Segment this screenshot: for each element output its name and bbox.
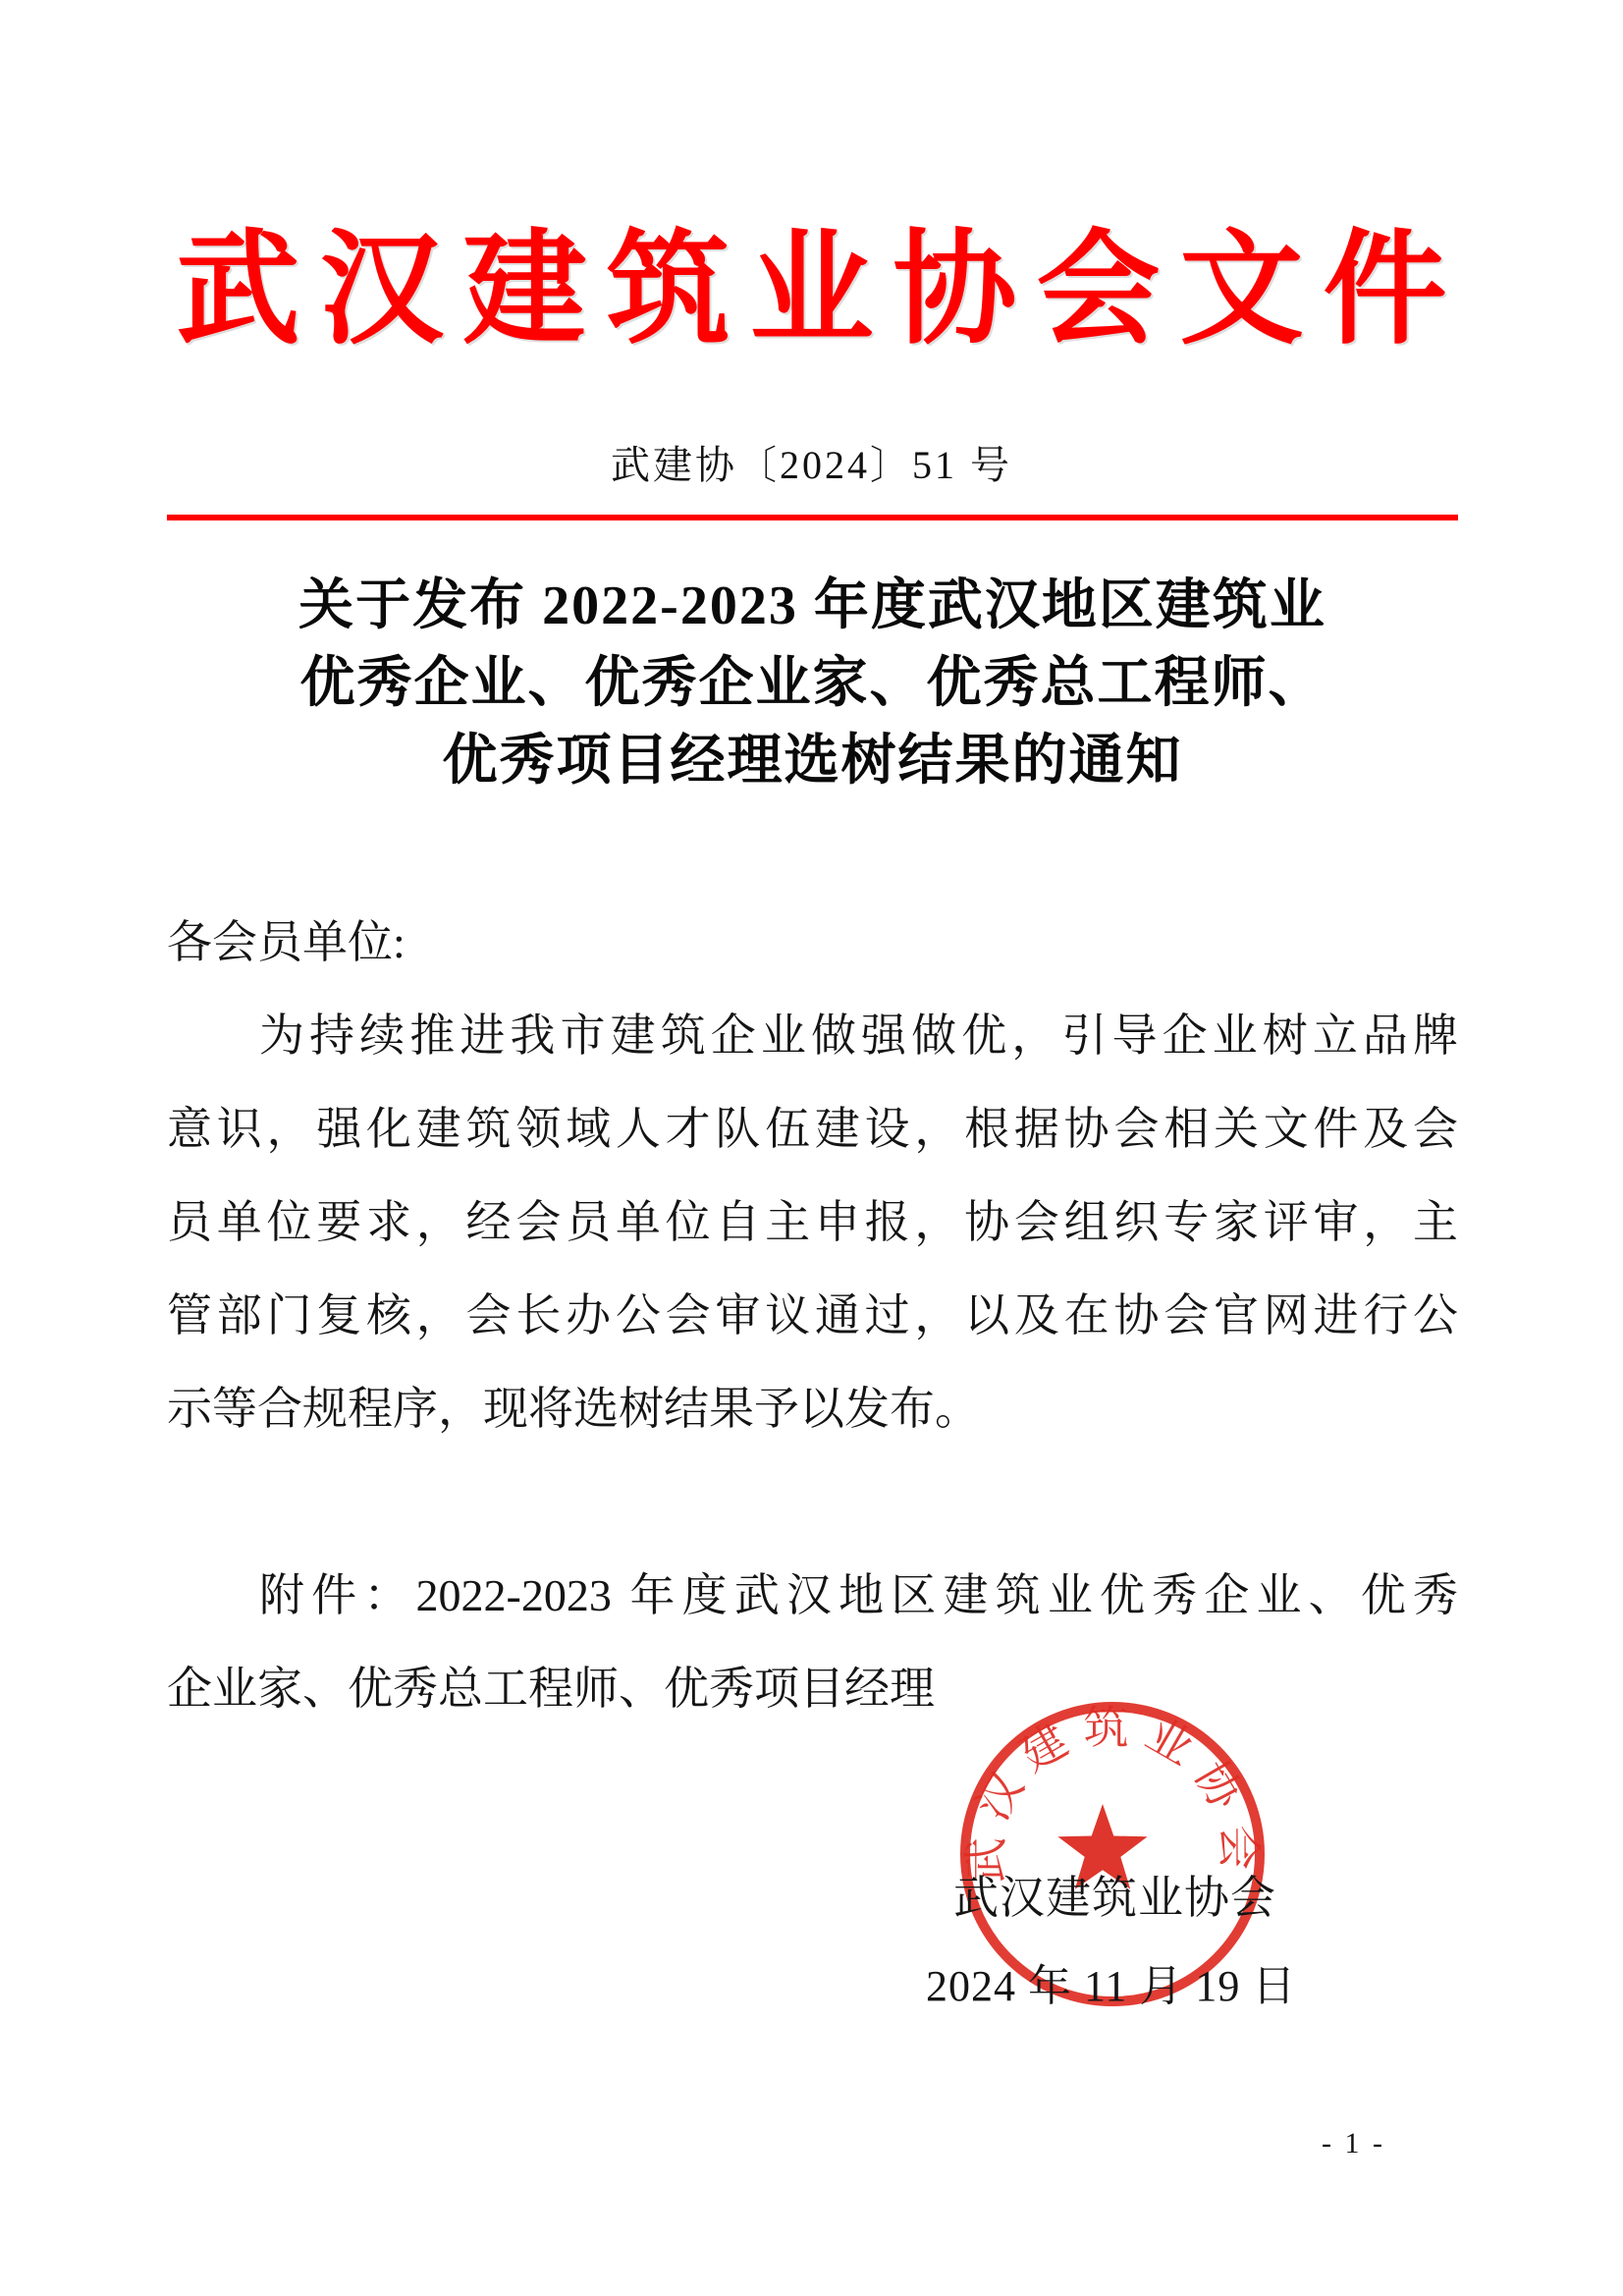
- page-number: - 1 -: [1322, 2127, 1385, 2159]
- document-body: [167, 896, 1458, 1735]
- document-number: 武建协〔2024〕51 号: [611, 443, 1012, 487]
- red-divider-line: [167, 515, 1458, 520]
- attachment-line: 附件：2022-2023 年度武汉地区建筑业优秀企业、优秀: [259, 1570, 1458, 1620]
- notice-title-line-3: 优秀项目经理选树结果的通知: [442, 731, 1183, 792]
- signature-org-name: 武汉建筑业协会: [953, 1873, 1276, 1923]
- signature-date: 2024 年 11 月 19 日: [926, 1962, 1297, 2010]
- body-line: 为持续推进我市建筑企业做强做优，引导企业树立品牌: [259, 1011, 1458, 1061]
- notice-title-line-2: 优秀企业、优秀企业家、优秀总工程师、: [299, 653, 1325, 714]
- salutation: 各会员单位:: [167, 917, 406, 967]
- body-line: 员单位要求，经会员单位自主申报，协会组织专家评审，主: [167, 1197, 1458, 1247]
- body-line: 示等合规程序，现将选树结果予以发布。: [167, 1384, 980, 1434]
- body-line: 管部门复核，会长办公会审议通过，以及在协会官网进行公: [167, 1290, 1458, 1340]
- body-line: 意识，强化建筑领域人才队伍建设，根据协会相关文件及会: [167, 1104, 1458, 1154]
- notice-title: [167, 568, 1458, 800]
- seal-arc-text: 武汉建筑业协会: [960, 1702, 1265, 1884]
- paragraph-gap: [167, 1455, 1458, 1549]
- notice-title-line-1: 关于发布 2022-2023 年度武汉地区建筑业: [298, 575, 1326, 636]
- attachment-line: 企业家、优秀总工程师、优秀项目经理: [167, 1664, 935, 1714]
- red-header-title: 武汉建筑业协会文件: [176, 223, 1467, 359]
